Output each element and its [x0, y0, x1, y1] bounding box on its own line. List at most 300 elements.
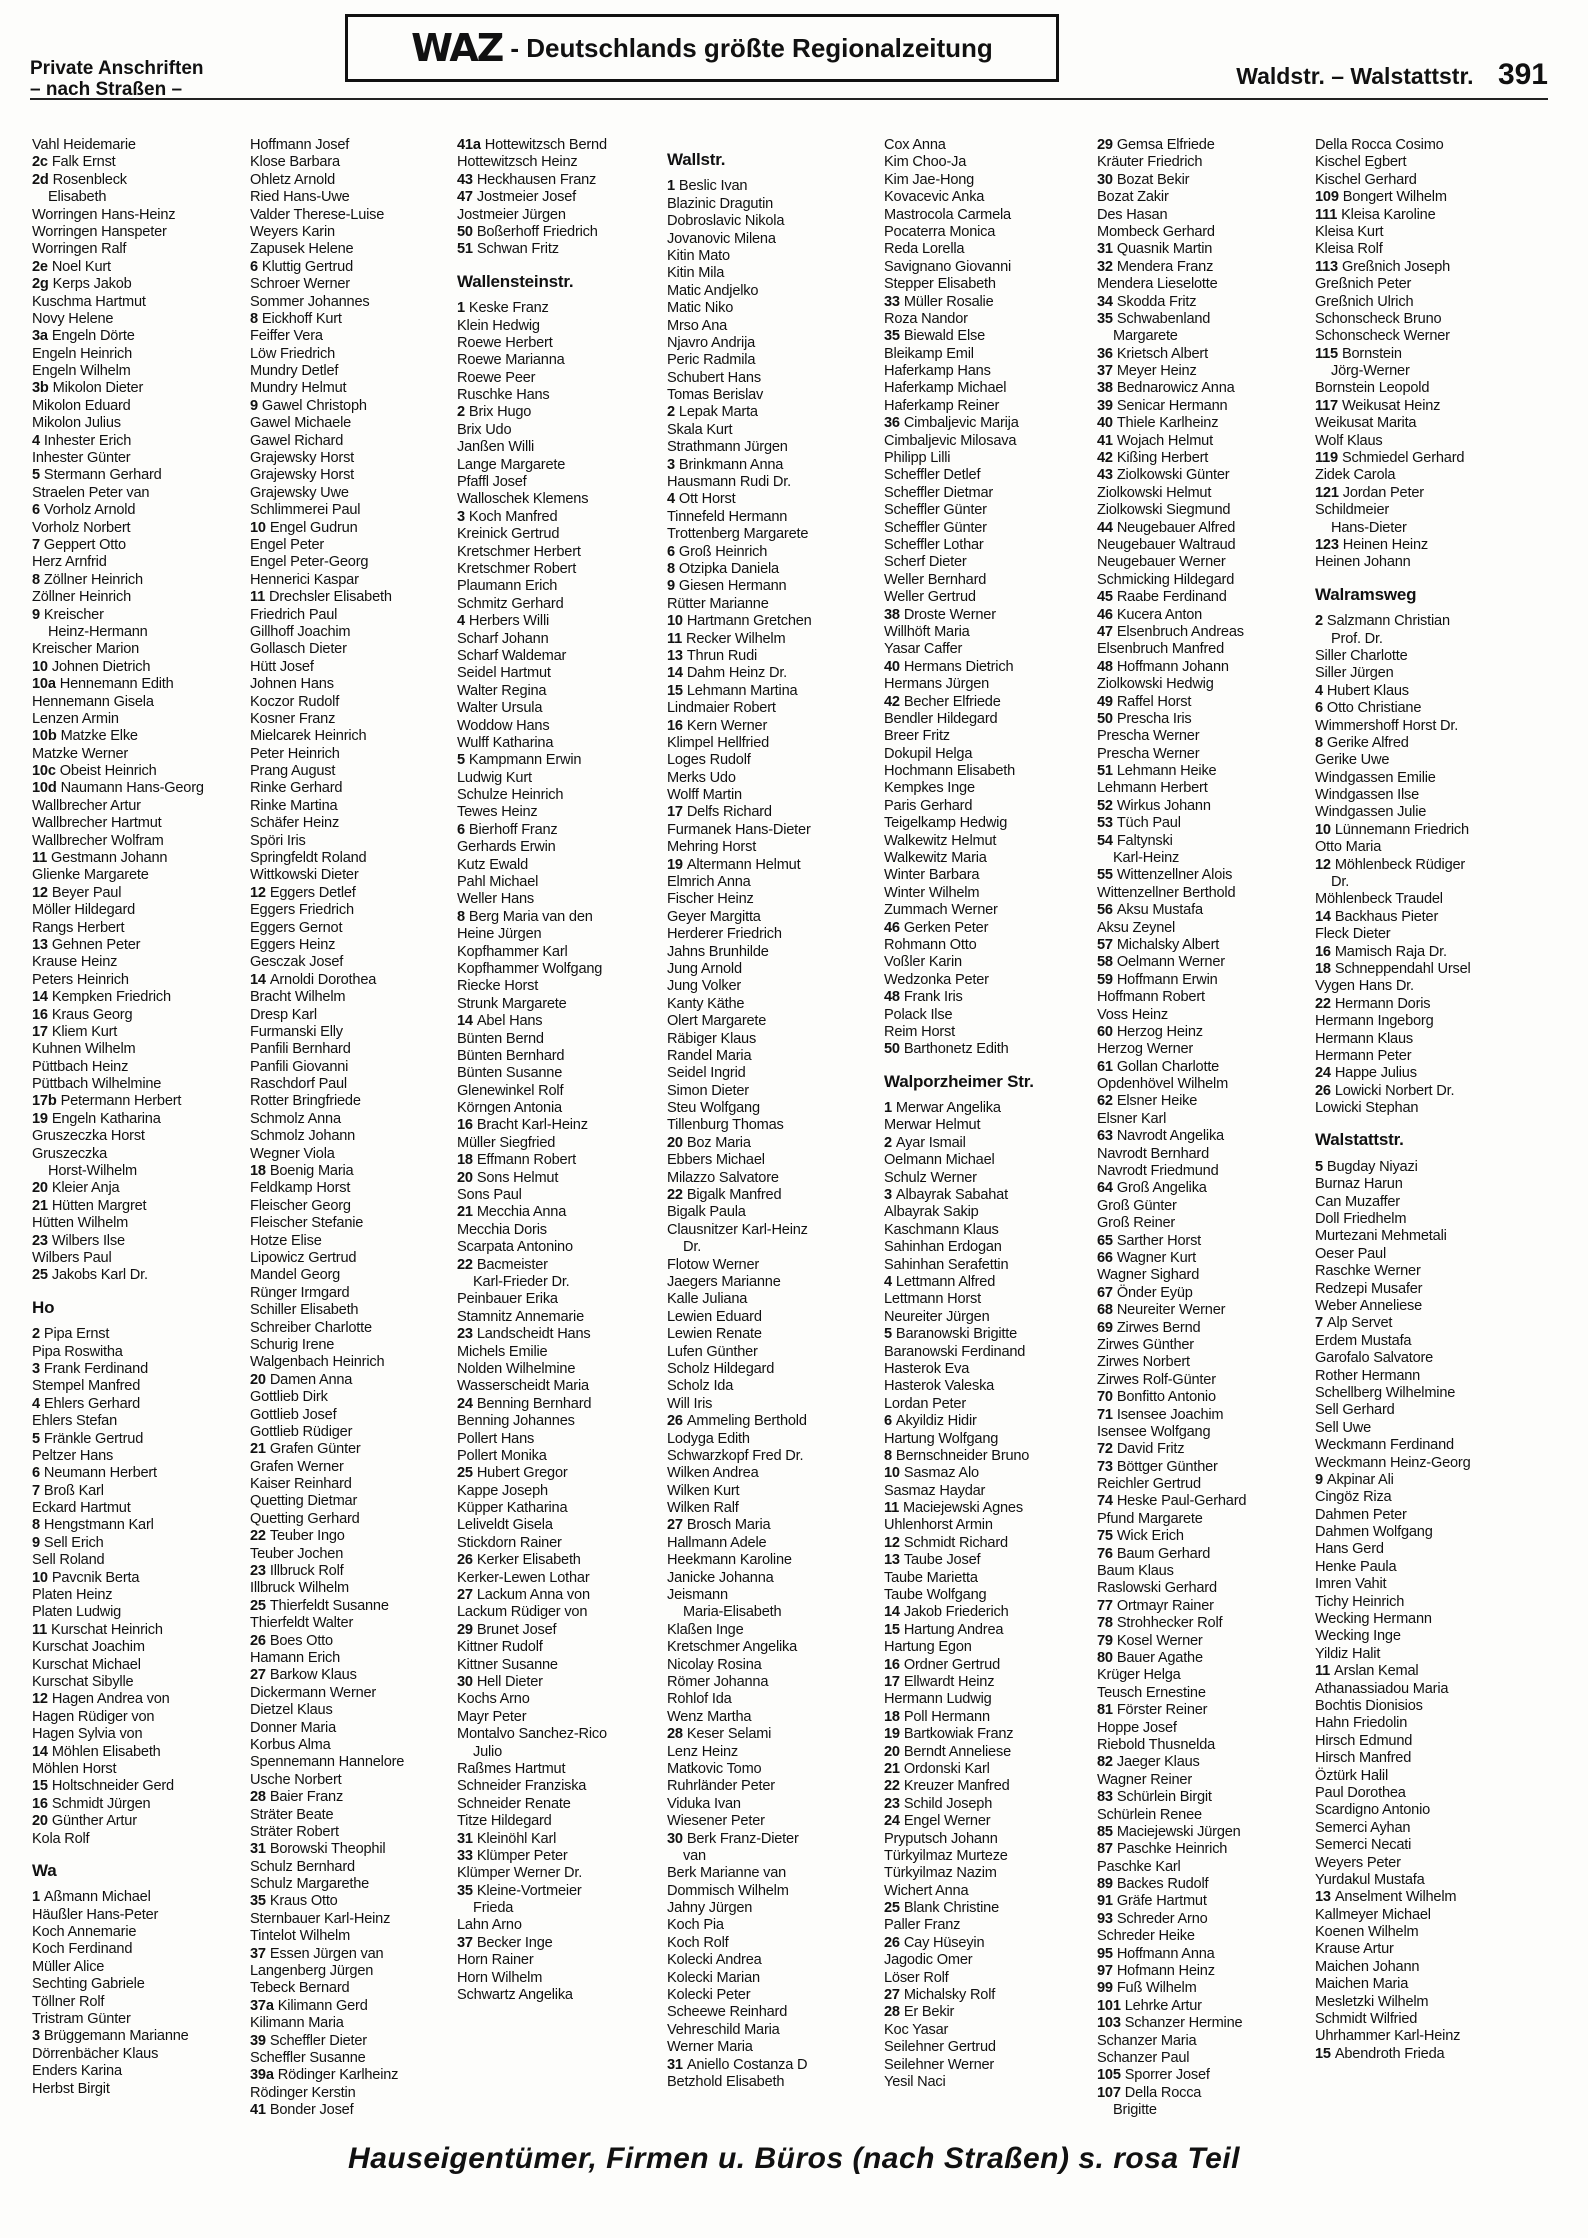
house-number: 79	[1097, 1632, 1113, 1649]
resident-entry	[32, 502, 244, 519]
resident-entry: Burnaz Harun	[1315, 1176, 1403, 1193]
house-number: 15	[1315, 2045, 1331, 2062]
resident-name: Elsenbruch Andreas	[1116, 623, 1244, 640]
resident-entry	[667, 404, 879, 421]
resident-entry: Worringen Hanspeter	[32, 223, 167, 240]
entry-continuation: Dr.	[683, 1239, 702, 1256]
resident-entry: Schulz Werner	[884, 1169, 977, 1186]
house-number: 10	[884, 1465, 900, 1482]
resident-entry: Enders Karina	[32, 2063, 122, 2080]
resident-entry: Scharf Waldemar	[457, 647, 567, 664]
house-number: 5	[1315, 1158, 1323, 1175]
resident-entry	[1097, 937, 1309, 954]
resident-name: Otzipka Daniela	[678, 560, 779, 577]
entry-continuation: Horst-Wilhelm	[48, 1163, 138, 1180]
house-number: 4	[1315, 682, 1323, 699]
resident-entry	[1097, 1024, 1309, 1041]
resident-entry: Lenzen Armin	[32, 710, 119, 727]
resident-name: Ziolkowski Günter	[1116, 467, 1230, 484]
resident-entry: Mesletzki Wilhelm	[1315, 1993, 1429, 2010]
resident-entry: Lindmaier Robert	[667, 700, 776, 717]
resident-name: Heckhausen Franz	[476, 171, 597, 188]
resident-entry	[457, 137, 669, 154]
resident-entry	[457, 1257, 669, 1274]
resident-entry: Gottlieb Rüdiger	[250, 1423, 353, 1440]
resident-name: Merwar Angelika	[895, 1100, 1001, 1117]
resident-entry	[884, 1622, 1096, 1639]
resident-entry: Häußler Hans-Peter	[32, 1906, 159, 1923]
resident-entry	[32, 1233, 244, 1250]
resident-entry: Kitin Mila	[667, 265, 725, 282]
resident-name: Schreder Arno	[1116, 1910, 1208, 1927]
resident-name: Johnen Dietrich	[51, 658, 151, 675]
resident-entry	[1315, 2046, 1527, 2063]
house-number: 12	[1315, 856, 1331, 873]
resident-name: Berk Franz-Dieter	[686, 1830, 799, 1847]
resident-entry	[1097, 954, 1309, 971]
house-number: 45	[1097, 589, 1113, 606]
entry-continuation: Frieda	[473, 1900, 514, 1917]
resident-entry	[884, 1761, 1096, 1778]
resident-name: Gawel Christoph	[261, 397, 367, 414]
resident-entry: Sasmaz Haydar	[884, 1482, 986, 1499]
house-number: 14	[250, 971, 266, 988]
resident-entry	[32, 1796, 244, 1813]
house-number: 26	[250, 1632, 266, 1649]
resident-entry: Scherf Dieter	[884, 554, 967, 571]
resident-entry: Hirsch Edmund	[1315, 1732, 1413, 1749]
resident-entry: Koczor Rudolf	[250, 693, 340, 710]
resident-entry: Leliveldt Gisela	[457, 1517, 553, 1534]
resident-entry: Vygen Hans Dr.	[1315, 978, 1414, 995]
resident-entry: Matic Andjelko	[667, 282, 759, 299]
resident-entry: Püttbach Heinz	[32, 1058, 129, 1075]
resident-name: Kluttig Gertrud	[261, 258, 354, 275]
resident-entry: Tichy Heinrich	[1315, 1593, 1405, 1610]
house-number: 16	[884, 1656, 900, 1673]
resident-entry	[1097, 1615, 1309, 1632]
resident-entry	[1315, 450, 1527, 467]
house-number: 1	[32, 1889, 40, 1906]
resident-entry: Sternbauer Karl-Heinz	[250, 1910, 391, 1927]
resident-entry: Grajewsky Horst	[250, 450, 355, 467]
resident-entry: Inhester Günter	[32, 450, 131, 467]
resident-entry: Hartung Egon	[884, 1639, 972, 1656]
resident-entry: Paschke Karl	[1097, 1858, 1181, 1875]
house-number: 39	[250, 2032, 266, 2049]
resident-entry: Wegner Viola	[250, 1145, 335, 1162]
resident-name: Ordonski Karl	[903, 1760, 990, 1777]
resident-entry: Koch Ferdinand	[32, 1941, 133, 1958]
resident-entry: Sträter Robert	[250, 1823, 339, 1840]
resident-name: Hütten Margret	[51, 1197, 147, 1214]
resident-entry	[1097, 2015, 1309, 2032]
resident-entry	[884, 294, 1096, 311]
resident-name: Navrodt Angelika	[1116, 1128, 1224, 1145]
house-number: 15	[667, 682, 683, 699]
resident-name: Jakobs Karl Dr.	[51, 1267, 148, 1284]
resident-entry: Mombeck Gerhard	[1097, 223, 1215, 240]
entry-continuation: Brigitte	[1113, 2102, 1157, 2119]
resident-entry: Greßnich Ulrich	[1315, 293, 1414, 310]
resident-entry: Töllner Rolf	[32, 1993, 105, 2010]
resident-entry: Elsner Karl	[1097, 1110, 1167, 1127]
resident-entry: Kaschmann Klaus	[884, 1221, 999, 1238]
house-number: 30	[667, 1830, 683, 1847]
resident-name: Hartmann Gretchen	[686, 613, 812, 630]
resident-entry: Lodyga Edith	[667, 1430, 750, 1447]
resident-entry: Neugebauer Waltraud	[1097, 536, 1236, 553]
house-number: 3b	[32, 380, 49, 397]
resident-entry: Sons Paul	[457, 1187, 522, 1204]
house-number: 27	[667, 1517, 683, 1534]
house-number: 26	[667, 1413, 683, 1430]
resident-entry	[457, 404, 669, 421]
resident-entry	[667, 491, 879, 508]
entry-continuation: Elisabeth	[48, 189, 107, 206]
resident-name: Möhlenbeck Rüdiger	[1334, 856, 1466, 873]
house-number: 20	[667, 1134, 683, 1151]
resident-name: Becher Elfriede	[903, 693, 1001, 710]
resident-name: Senicar Hermann	[1116, 397, 1228, 414]
resident-entry: Weller Gertrud	[884, 589, 976, 606]
house-number: 11	[32, 850, 48, 867]
resident-entry: Eggers Gernot	[250, 919, 343, 936]
resident-entry: Des Hasan	[1097, 206, 1168, 223]
house-number: 37	[457, 1934, 473, 1951]
house-number: 4	[884, 1274, 892, 1290]
resident-entry	[667, 648, 879, 665]
house-number: 67	[1097, 1284, 1113, 1301]
resident-entry	[1097, 398, 1309, 415]
resident-name: Herzog Heinz	[1116, 1023, 1203, 1040]
resident-name: Pavcnik Berta	[51, 1569, 140, 1586]
resident-entry: Kischel Gerhard	[1315, 171, 1417, 188]
resident-entry: Sahinhan Erdogan	[884, 1239, 1002, 1256]
resident-entry: Scardigno Antonio	[1315, 1802, 1431, 1819]
resident-entry: Löw Friedrich	[250, 345, 335, 362]
house-number: 10d	[32, 780, 57, 797]
resident-name: Kißing Herbert	[1116, 450, 1209, 467]
resident-entry: Schwartz Angelika	[457, 1987, 573, 2004]
resident-name: Akpinar Ali	[1326, 1471, 1394, 1488]
resident-entry: Hermann Ludwig	[884, 1691, 992, 1708]
resident-name: Arslan Kemal	[1334, 1663, 1419, 1680]
resident-entry	[1097, 694, 1309, 711]
resident-entry: Milazzo Salvatore	[667, 1169, 779, 1186]
house-number: 54	[1097, 832, 1113, 849]
resident-entry	[1315, 207, 1527, 224]
resident-entry: Groß Reiner	[1097, 1215, 1176, 1232]
resident-entry	[1315, 857, 1527, 874]
column-2	[250, 137, 462, 2120]
resident-entry: Winter Barbara	[884, 867, 980, 884]
resident-entry: Wichert Anna	[884, 1882, 969, 1899]
house-number: 51	[1097, 763, 1113, 780]
house-number: 2	[32, 1326, 40, 1343]
resident-entry: Kappe Joseph	[457, 1482, 548, 1499]
resident-entry: Kleisa Rolf	[1315, 241, 1383, 258]
resident-entry: Eggers Heinz	[250, 936, 336, 953]
resident-entry: Taube Wolfgang	[884, 1587, 987, 1604]
resident-entry: Wagner Sighard	[1097, 1267, 1200, 1284]
resident-entry: Ludwig Kurt	[457, 769, 532, 786]
resident-entry: Tomas Berislav	[667, 387, 764, 404]
resident-entry: Kallmeyer Michael	[1315, 1906, 1431, 1923]
resident-entry: Teuber Jochen	[250, 1545, 344, 1562]
resident-entry	[884, 1813, 1096, 1830]
resident-name: Brüggemann Marianne	[43, 2028, 189, 2045]
resident-name: Essen Jürgen van	[269, 1945, 384, 1962]
resident-name: Hengstmann Karl	[43, 1517, 154, 1534]
house-number: 40	[1097, 415, 1113, 432]
resident-entry: Walkewitz Maria	[884, 850, 987, 867]
resident-name: Fränkle Gertrud	[43, 1430, 144, 1447]
house-number: 97	[1097, 1963, 1113, 1980]
resident-entry: Peltzer Hans	[32, 1447, 114, 1464]
resident-name: Mecchia Anna	[476, 1204, 567, 1221]
resident-entry: Tillenburg Thomas	[667, 1117, 784, 1134]
resident-entry: Schreiber Charlotte	[250, 1319, 372, 1336]
resident-entry	[1315, 1083, 1527, 1100]
house-number: 111	[1315, 206, 1338, 223]
resident-entry: Gillhoff Joachim	[250, 623, 351, 640]
resident-entry	[1315, 909, 1527, 926]
resident-entry	[32, 572, 244, 589]
resident-entry: Schonscheck Werner	[1315, 328, 1450, 345]
house-number: 123	[1315, 536, 1339, 553]
resident-entry: Sell Roland	[32, 1552, 105, 1569]
resident-name: Greßnich Joseph	[1341, 258, 1451, 275]
resident-name: Tüch Paul	[1116, 815, 1181, 832]
resident-name: Blank Christine	[903, 1900, 999, 1917]
resident-entry	[1315, 1472, 1527, 1489]
directory-columns	[32, 137, 1552, 2122]
resident-entry: Simon Dieter	[667, 1082, 749, 1099]
house-number: 39	[1097, 397, 1113, 414]
resident-entry: Springfeldt Roland	[250, 850, 367, 867]
resident-name: Wilbers Ilse	[51, 1232, 125, 1249]
resident-entry	[884, 415, 1096, 432]
resident-entry: Will Iris	[667, 1395, 713, 1412]
resident-entry: Römer Johanna	[667, 1673, 769, 1690]
resident-name: Bigalk Manfred	[686, 1187, 782, 1204]
resident-entry: Tristram Günter	[32, 2011, 131, 2028]
entry-continuation: Prof. Dr.	[1331, 630, 1383, 647]
house-number: 51	[457, 241, 473, 258]
house-number: 65	[1097, 1232, 1113, 1249]
resident-entry	[32, 467, 244, 484]
resident-entry	[250, 1667, 462, 1684]
resident-name: Ellwardt Heinz	[903, 1673, 995, 1690]
house-number: 68	[1097, 1302, 1113, 1319]
resident-entry	[1097, 1598, 1309, 1615]
resident-entry	[32, 328, 244, 345]
resident-entry: Wenz Martha	[667, 1708, 752, 1725]
resident-name: Hubert Gregor	[476, 1465, 568, 1482]
resident-entry: Jahns Brunhilde	[667, 943, 769, 960]
resident-entry: Rohmann Otto	[884, 936, 977, 953]
resident-entry: Riecke Horst	[457, 978, 539, 995]
resident-entry: Scholz Ida	[667, 1378, 734, 1395]
house-number: 12	[32, 1691, 48, 1708]
house-number: 25	[884, 1900, 900, 1917]
resident-name: Wirkus Johann	[1116, 797, 1211, 814]
resident-name: Böttger Günther	[1116, 1458, 1218, 1475]
resident-entry: Bracht Wilhelm	[250, 989, 346, 1006]
resident-entry: Koch Pia	[667, 1917, 724, 1934]
resident-entry: Yildiz Halit	[1315, 1645, 1381, 1662]
resident-entry: Loges Rudolf	[667, 752, 751, 769]
house-number: 11	[1315, 1663, 1331, 1680]
resident-entry	[1097, 1128, 1309, 1145]
resident-entry: Kittner Susanne	[457, 1656, 558, 1673]
resident-entry: Lenz Heinz	[667, 1743, 739, 1760]
resident-entry	[32, 763, 244, 780]
resident-name: Heske Paul-Gerhard	[1116, 1493, 1247, 1510]
house-number: 3	[884, 1187, 892, 1204]
resident-entry: Philipp Lilli	[884, 450, 951, 467]
resident-entry: Strathmann Jürgen	[667, 439, 788, 456]
resident-entry: Kilimann Maria	[250, 2015, 344, 2032]
house-number: 2e	[32, 258, 48, 275]
entry-continuation: Heinz-Hermann	[48, 623, 148, 640]
house-number: 36	[1097, 345, 1113, 362]
resident-entry	[1097, 1876, 1309, 1893]
resident-entry: Sträter Beate	[250, 1806, 334, 1823]
resident-entry: Rödinger Kerstin	[250, 2084, 356, 2101]
resident-name: Krietsch Albert	[1116, 345, 1208, 362]
resident-entry: Schreder Heike	[1097, 1928, 1195, 1945]
resident-name: Cay Hüseyin	[903, 1934, 985, 1951]
resident-name: Heinen Heinz	[1342, 536, 1428, 553]
house-number: 95	[1097, 1945, 1113, 1962]
resident-name: Landscheidt Hans	[476, 1326, 591, 1343]
resident-entry: Albayrak Sakip	[884, 1204, 979, 1221]
resident-name: Boes Otto	[269, 1632, 333, 1649]
house-number: 8	[884, 1447, 892, 1464]
resident-name: Hofmann Heinz	[1116, 1963, 1215, 1980]
house-number: 77	[1097, 1597, 1113, 1614]
resident-entry: Willhöft Maria	[884, 623, 970, 640]
resident-entry: Kretschmer Herbert	[457, 543, 581, 560]
house-number: 3	[457, 508, 465, 525]
resident-name: Aniello Costanza D	[686, 2056, 808, 2073]
resident-entry: Garofalo Salvatore	[1315, 1350, 1434, 1367]
resident-entry: Gawel Richard	[250, 432, 344, 449]
resident-name: Hoffmann Anna	[1116, 1945, 1215, 1962]
resident-entry	[457, 1117, 669, 1134]
masthead-tagline: - Deutschlands größte Regionalzeitung	[510, 32, 993, 63]
resident-name: Rosenbleck	[52, 171, 127, 188]
resident-entry	[1097, 833, 1309, 850]
resident-name: Backes Rudolf	[1116, 1876, 1209, 1893]
resident-entry: Polack Ilse	[884, 1006, 953, 1023]
house-number: 3	[667, 456, 675, 473]
house-number: 20	[457, 1169, 473, 1186]
house-number: 23	[250, 1563, 266, 1580]
resident-name: Lepak Marta	[678, 404, 758, 421]
resident-entry: Walloschek Klemens	[457, 491, 589, 508]
house-number: 41a	[457, 137, 481, 153]
resident-name: Kleinöhl Karl	[476, 1830, 557, 1847]
house-number: 35	[250, 1893, 266, 1910]
resident-entry: Ebbers Michael	[667, 1152, 765, 1169]
house-number: 61	[1097, 1058, 1113, 1075]
footer-note: Hauseigentümer, Firmen u. Büros (nach Straßen) s. rosa Teil	[348, 2142, 1240, 2175]
resident-entry: Pryputsch Johann	[884, 1830, 998, 1847]
resident-entry	[1097, 867, 1309, 884]
resident-entry: Betzhold Elisabeth	[667, 2073, 785, 2090]
resident-entry	[1315, 398, 1527, 415]
house-number: 15	[884, 1621, 900, 1638]
resident-entry: Hennemann Gisela	[32, 693, 154, 710]
resident-entry: Aksu Zeynel	[1097, 919, 1176, 936]
house-number: 28	[250, 1789, 266, 1806]
resident-entry: Bigalk Paula	[667, 1204, 746, 1221]
resident-entry: Scheffler Günter	[884, 502, 987, 519]
resident-entry: Riebold Thusnelda	[1097, 1736, 1216, 1753]
resident-entry: Krüger Helga	[1097, 1667, 1181, 1684]
resident-entry	[250, 259, 462, 276]
resident-entry	[667, 2057, 879, 2074]
resident-entry: Worringen Hans-Heinz	[32, 206, 176, 223]
resident-name: Wojach Helmut	[1116, 432, 1213, 449]
resident-entry	[1097, 380, 1309, 397]
resident-entry: Oelmann Michael	[884, 1152, 995, 1169]
resident-entry: Fleischer Georg	[250, 1197, 351, 1214]
resident-entry: Hermann Klaus	[1315, 1030, 1413, 1047]
house-number: 80	[1097, 1649, 1113, 1666]
resident-entry: Seidel Hartmut	[457, 665, 551, 682]
resident-entry: Hermann Peter	[1315, 1047, 1412, 1064]
resident-entry: Wiesener Peter	[667, 1813, 765, 1830]
resident-entry: Hottewitzsch Heinz	[457, 154, 578, 171]
resident-entry	[250, 1633, 462, 1650]
resident-entry: Schurig Irene	[250, 1336, 335, 1353]
resident-entry: Kurschat Sibylle	[32, 1673, 134, 1690]
house-number: 35	[457, 1882, 473, 1899]
resident-entry	[1097, 1059, 1309, 1076]
resident-name: Poll Hermann	[903, 1708, 990, 1725]
house-number: 12	[32, 884, 48, 901]
resident-entry: Bendler Hildegard	[884, 710, 998, 727]
resident-entry	[457, 1465, 669, 1482]
resident-entry	[1315, 700, 1527, 717]
resident-entry	[457, 1152, 669, 1169]
resident-entry	[32, 1024, 244, 1041]
resident-name: Salzmann Christian	[1326, 613, 1450, 630]
resident-entry	[884, 1413, 1096, 1430]
resident-entry: Schiller Elisabeth	[250, 1302, 359, 1319]
resident-entry	[667, 804, 879, 821]
resident-entry: Jung Arnold	[667, 960, 742, 977]
resident-entry	[1097, 1893, 1309, 1910]
resident-entry	[1097, 1789, 1309, 1806]
resident-name: Teuber Ingo	[269, 1528, 345, 1545]
resident-entry: Grafen Werner	[250, 1458, 344, 1475]
resident-entry: Engel Peter	[250, 536, 325, 553]
resident-entry	[32, 1007, 244, 1024]
resident-entry	[32, 1267, 244, 1284]
house-number: 9	[250, 397, 258, 414]
resident-entry: Mecchia Doris	[457, 1221, 547, 1238]
resident-entry	[884, 1326, 1096, 1343]
resident-entry	[32, 537, 244, 554]
resident-name: Michalsky Rolf	[903, 1987, 996, 2004]
resident-entry	[32, 1431, 244, 1448]
resident-entry: Gruszeczka	[32, 1145, 108, 1162]
